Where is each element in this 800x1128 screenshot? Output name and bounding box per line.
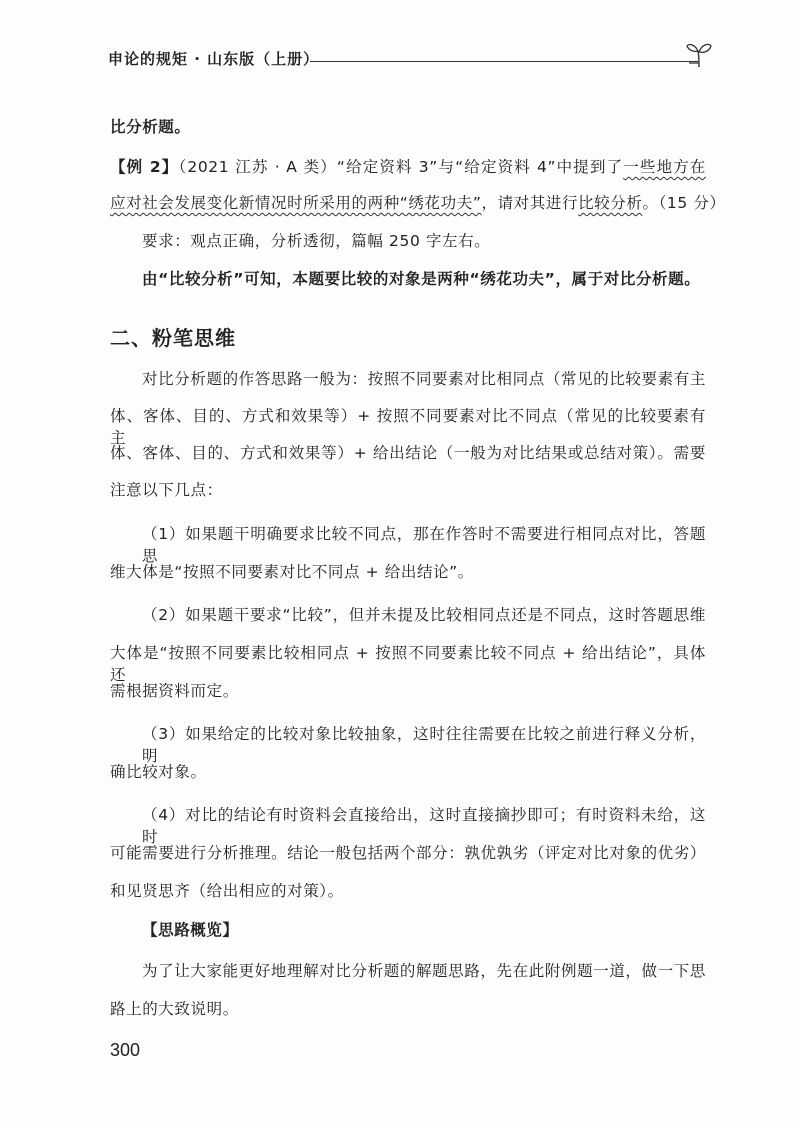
book-title: 申论的规矩 · 山东版（上册） <box>108 50 320 68</box>
sprout-icon <box>686 40 712 68</box>
para1-line: 注意以下几点： <box>110 481 223 499</box>
example-score: 。（15 分） <box>642 194 726 212</box>
example-emphasis-c: 比较分析 <box>578 194 643 212</box>
example-emphasis-a: 一些地方在 <box>623 158 706 176</box>
example-emphasis-b: 应对社会发展变化新情况时所采用的两种“绣花功夫” <box>110 194 482 212</box>
para1-line: 对比分析题的作答思路一般为：按照不同要素对比相同点（常见的比较要素有主 <box>142 370 706 388</box>
example-line-2 <box>110 192 726 214</box>
point4-line: （4）对比的结论有时资料会直接给出，这时直接摘抄即可；有时资料未给，这时 <box>142 806 706 846</box>
point1-line: （1）如果题干明确要求比较不同点，那在作答时不需要进行相同点对比，答题思 <box>142 525 706 565</box>
example-source: （2021 江苏 · A 类）“给定资料 3”与“给定资料 4”中提到了 <box>178 158 624 176</box>
example-text-mid: ，请对其进行 <box>481 194 579 212</box>
para1-line: 体、客体、目的、方式和效果等）+ 按照不同要素对比不同点（常见的比较要素有主 <box>110 407 706 447</box>
point1-line: 维大体是“按照不同要素对比不同点 + 给出结论”。 <box>110 563 474 581</box>
overview-line: 为了让大家能更好地理解对比分析题的解题思路，先在此附例题一道，做一下思 <box>142 962 706 980</box>
point3-line: （3）如果给定的比较对象比较抽象，这时往往需要在比较之前进行释义分析，明 <box>142 725 706 765</box>
header-rule <box>310 61 698 62</box>
example-label: 【例 2】 <box>110 158 179 176</box>
intro-tail: 比分析题。 <box>110 118 191 136</box>
point2-line: 大体是“按照不同要素比较相同点 + 按照不同要素比较不同点 + 给出结论”，具体还 <box>110 644 706 684</box>
overview-line: 路上的大致说明。 <box>110 1000 239 1018</box>
point2-line: 需根据资料而定。 <box>110 682 239 700</box>
point2-line: （2）如果题干要求“比较”，但并未提及比较相同点还是不同点，这时答题思维 <box>142 606 706 624</box>
example-requirement: 要求：观点正确，分析透彻，篇幅 250 字左右。 <box>142 232 491 250</box>
point4-line: 和见贤思齐（给出相应的对策）。 <box>110 882 344 900</box>
point3-line: 确比较对象。 <box>110 763 207 781</box>
point4-line: 可能需要进行分析推理。结论一般包括两个部分：孰优孰劣（评定对比对象的优劣） <box>110 844 706 862</box>
section-heading: 二、粉笔思维 <box>110 326 236 350</box>
overview-heading: 【思路概览】 <box>142 921 239 939</box>
running-header <box>108 40 712 80</box>
example-line-1 <box>110 156 706 178</box>
example-conclusion: 由“比较分析”可知，本题要比较的对象是两种“绣花功夫”，属于对比分析题。 <box>142 270 701 288</box>
para1-line: 体、客体、目的、方式和效果等）+ 给出结论（一般为对比结果或总结对策）。需要 <box>110 444 706 462</box>
page-number: 300 <box>110 1040 141 1060</box>
